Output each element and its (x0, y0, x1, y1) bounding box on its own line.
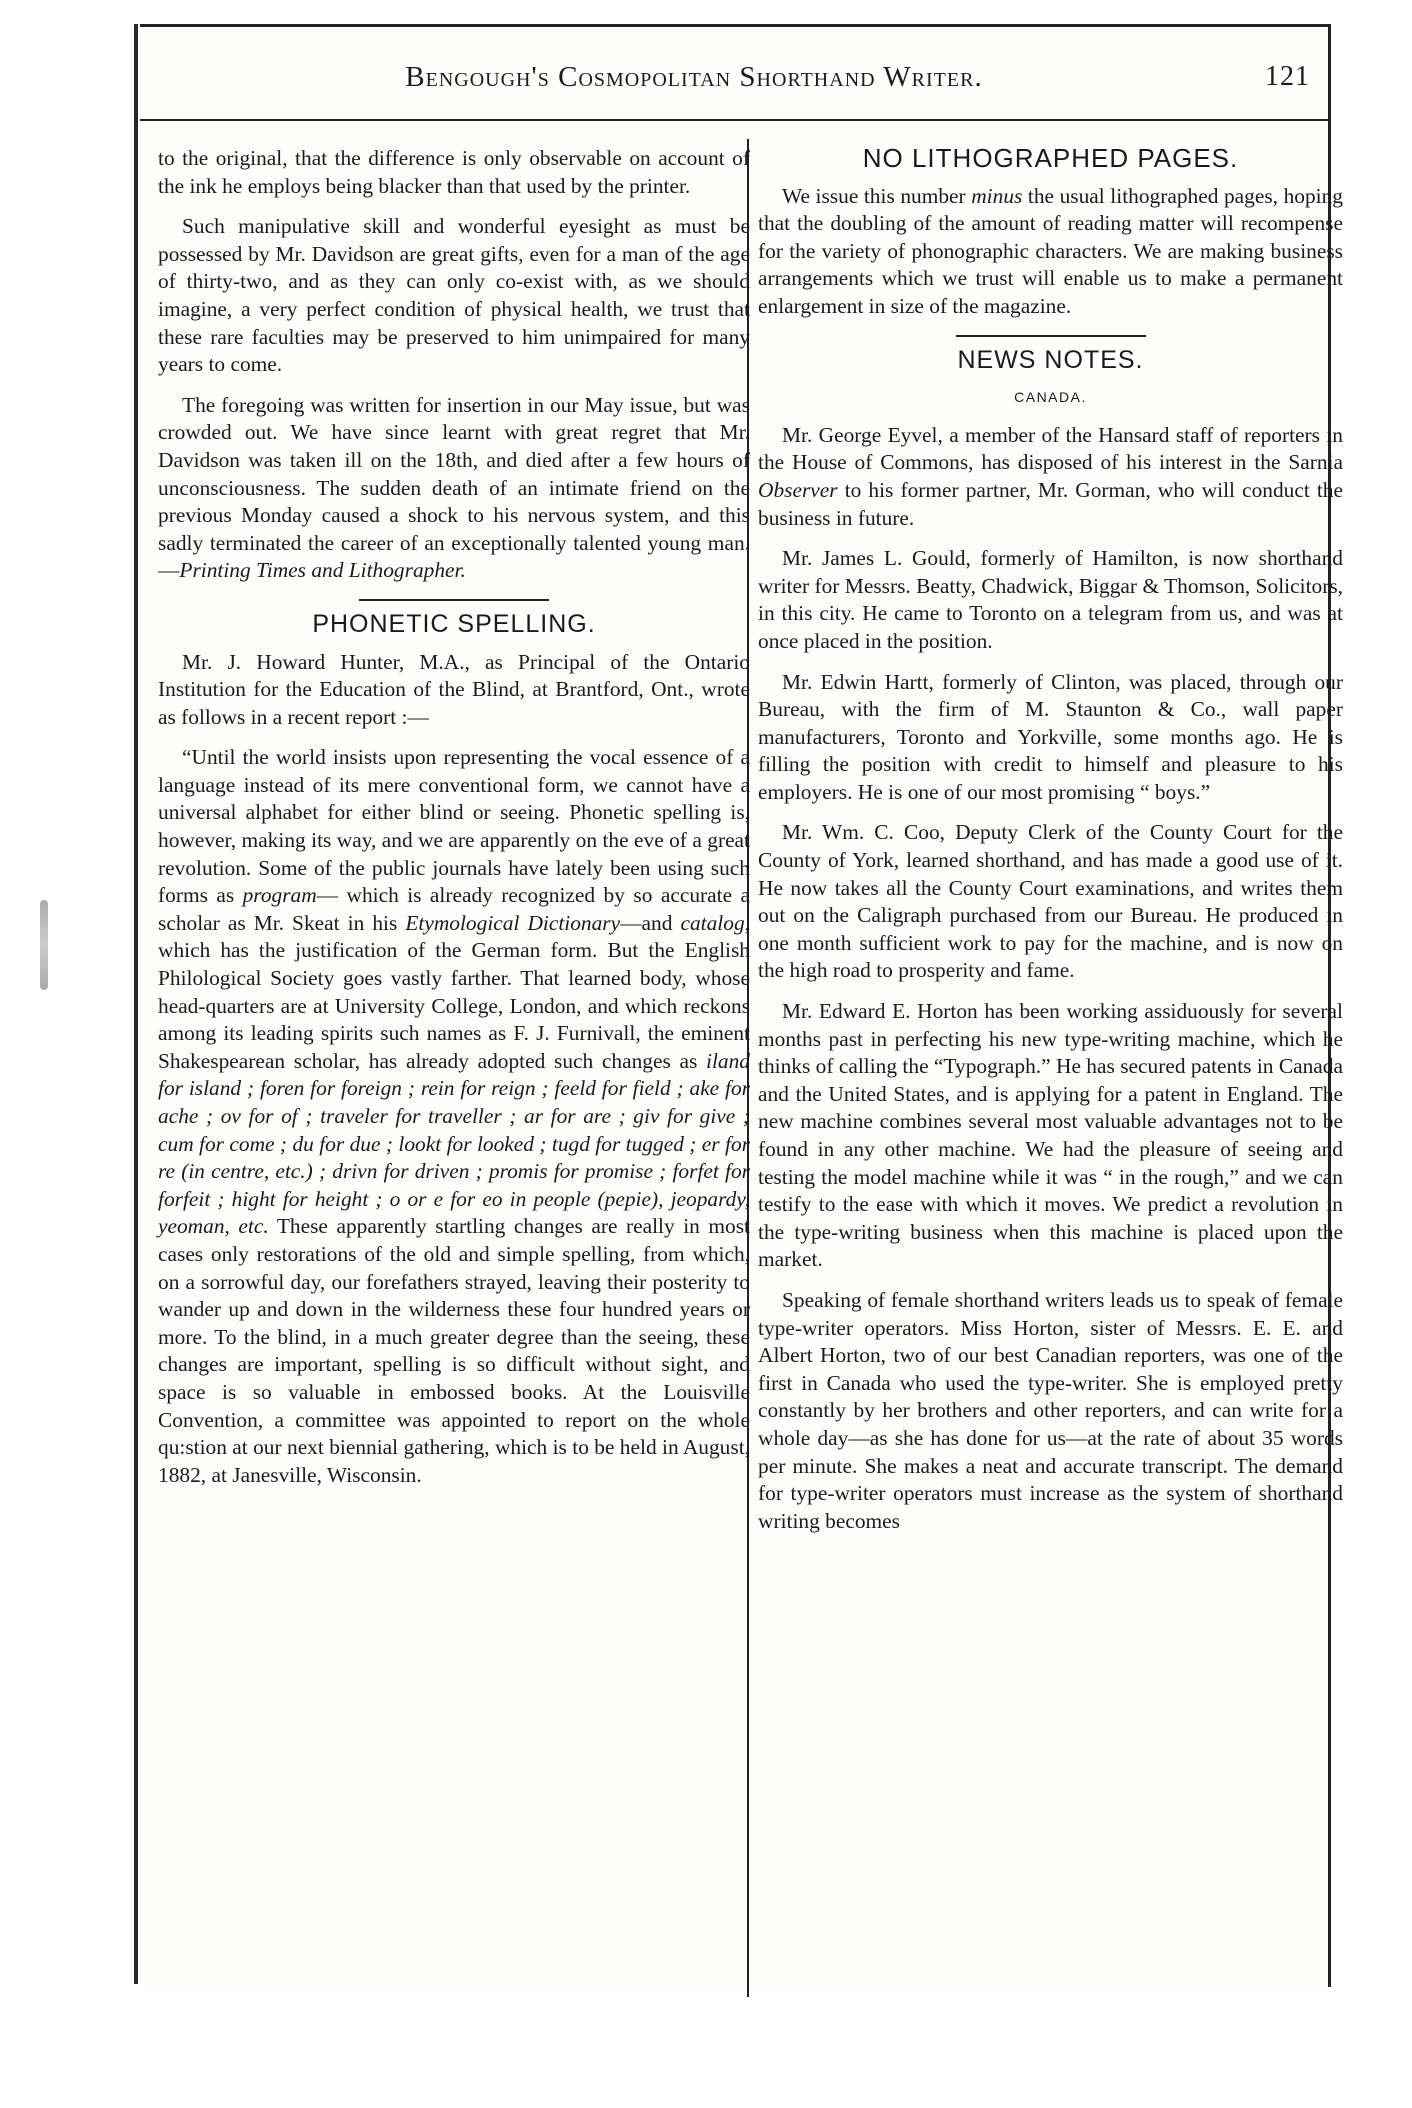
quote-text: —and (620, 910, 681, 935)
heading-news-notes: NEWS NOTES. (957, 345, 1144, 374)
page-number: 121 (1265, 61, 1310, 92)
news-item-female-operators: Speaking of female shorthand writers leads us to speak of female type-writer operators. Miss Horton, sister of Messrs. E. E. and Albert Horton, two of our best Canadian reporters, was one of the first in Canada who used the type-writer. She is employed pretty constantly by her brothers and other reporters, and can write for a whole day—as she has done for us—at the rate of about 35 words per minute. She makes a neat and accurate transcript. The demand for type-writer operators must increase as the system of shorthand writing becomes (758, 1287, 1343, 1533)
page-header (140, 27, 1328, 121)
section-rule (956, 335, 1146, 337)
paragraph-obituary (158, 392, 750, 585)
right-column (758, 145, 1343, 1548)
page (140, 24, 1344, 1987)
quote-text: , which has the justification of the German form. But the English Philological Society goes vastly farther. That learned body, whose head-quarters are at University College, London, and which reckons among its leading spirits such names as F. J. Furnivall, the eminent Shakespearean scholar, has already adopted such changes as (158, 910, 751, 1073)
left-column (158, 145, 750, 1502)
quote-text: — which is already recognized by so accurate a scholar as Mr. Skeat in his (158, 883, 750, 935)
margin-mark (40, 900, 48, 990)
news-item-horton: Mr. Edward E. Horton has been working assiduously for several months past in perfecting his new type-writing machine, which he thinks of calling the “Typograph.” He has secured patents in Canada and the United States, and is applying for a patent in England. The new machine combines several most valuable advantages not to be found in any other machine. We had the pleasure of seeing and testing the model machine while it was “ in the rough,” and we can testify to the ease with which it moves. We predict a revolution in the type-writing business when this machine is placed upon the market. (758, 999, 1343, 1272)
quote-text: These apparently startling changes are really in most cases only restorations of the old and simple spelling, from which, on a sorrowful day, our forefathers strayed, leaving their posterity to wander up and down in the wilderness these four hundred years or more. To the blind, in a much greater degree than the seeing, these changes are important, spelling is so difficult without sight, and space is so valuable in embossed books. At the Louisville Convention, a committee was appointed to report on the whole qu:stion at our next biennial gathering, which is to be held in August, 1882, at Janesville, Wisconsin. (158, 1214, 750, 1487)
obituary-source: Printing Times and Lithographer. (179, 558, 466, 583)
paragraph-eyesight: Such manipulative skill and wonderful eyesight as must be possessed by Mr. Davidson are great gifts, even for a man of the age of thirty-two, and as they can only co-exist with, as we should imagine, a very perfect condition of physical health, we trust that these rare faculties may be preserved to him unimpaired for many years to come. (158, 214, 750, 377)
news-item-eyvel (758, 422, 1343, 532)
litho-text: We issue this number (782, 183, 972, 208)
subheading-canada: CANADA. (1014, 389, 1087, 406)
page-spine (134, 24, 138, 1984)
news-item-gould: Mr. James L. Gould, formerly of Hamilton, is now shorthand writer for Messrs. Beatty, Chadwick, Biggar & Thomson, Solicitors, in this city. He came to Toronto on a telegram from us, and was at once placed in the position. (758, 546, 1343, 653)
paragraph-continued: to the original, that the difference is only observable on account of the ink he employs being blacker than that used by the printer. (158, 146, 750, 198)
quote-text: “Until the world insists upon representing the vocal essence of a language instead of its mere conventional form, we cannot have a universal alphabet for either blind or seeing. Phonetic spelling is, however, making its way, and we are apparently on the eve of a great revolution. Some of the public journals have lately been using such forms as (158, 745, 750, 908)
paragraph-quote (158, 744, 750, 1489)
obituary-text: The foregoing was written for insertion in our May issue, but was crowded out. We have since learnt with great regret that Mr. Davidson was taken ill on the 18th, and died after a few hours of unconsciousness. The sudden death of an intimate friend on the previous Monday caused a shock to his nervous system, and this sadly terminated the career of an exceptionally talented young man.— (158, 392, 750, 583)
quote-catalog: catalog (680, 910, 745, 935)
heading-no-lithographed-pages: NO LITHOGRAPHED PAGES. (862, 143, 1239, 173)
litho-minus: minus (971, 183, 1023, 208)
news-item-coo: Mr. Wm. C. Coo, Deputy Clerk of the County Court for the County of York, learned shorthand, and has made a good use of it. He now takes all the County Court examinations, and writes them out on the Caligraph purchased from our Bureau. He produced in one month sufficient work to pay for the machine, and is now on the high road to prosperity and fame. (758, 820, 1343, 983)
news-text: to his former partner, Mr. Gorman, who will conduct the business in future. (758, 477, 1343, 530)
news-observer: Observer (758, 477, 838, 502)
section-rule (359, 599, 549, 601)
litho-text: the usual lithographed pages, hoping that the doubling of the amount of reading matter will recompense for the variety of phonographic characters. We are making business arrangements which we trust will enable us to make a permanent enlargement in size of the magazine. (758, 183, 1344, 318)
heading-phonetic-spelling: PHONETIC SPELLING. (312, 609, 596, 638)
paragraph-hunter: Mr. J. Howard Hunter, M.A., as Principal of the Ontario Institution for the Education of the Blind, at Brantford, Ont., wrote as follows in a recent report :— (158, 649, 750, 729)
running-title: Bengough's Cosmopolitan Shorthand Writer. (405, 61, 983, 93)
quote-etymological: Etymological Dictionary (405, 910, 621, 935)
quote-spelling-list: iland for island ; foren for foreign ; rein for reign ; feeld for field ; ake for ache ; ov for of ; traveler for traveller ; ar for are ; giv for give ; cum for come ; du for due ; lookt for looked ; tugd for tugged ; er for re (in centre, etc.) ; drivn for driven ; promis for promise ; forfet for forfeit ; hight for height ; o or e for eo in people (pepie), jeopardy, yeoman, etc. (158, 1048, 750, 1239)
paragraph-lithographed (758, 183, 1343, 321)
news-text: Mr. George Eyvel, a member of the Hansard staff of reporters in the House of Commons, has disposed of his interest in the Sarnia (758, 422, 1343, 475)
news-item-hartt: Mr. Edwin Hartt, formerly of Clinton, was placed, through our Bureau, with the firm of M. Staunton & Co., wall paper manufacturers, Toronto and Yorkville, some months ago. He is filling the position with credit to himself and pleasure to his employers. He is one of our most promising “ boys.” (758, 669, 1343, 804)
quote-program: program (242, 883, 317, 908)
